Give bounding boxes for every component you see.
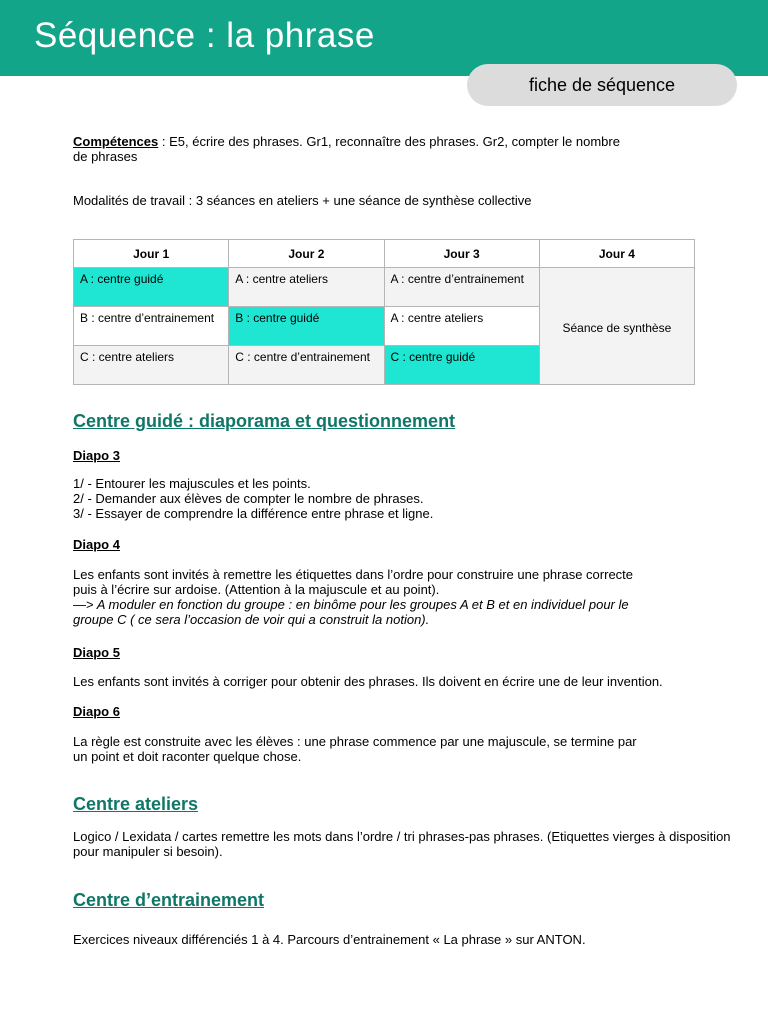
table-row xyxy=(74,268,695,307)
schedule-table xyxy=(73,239,695,385)
table-cell: A : centre guidé xyxy=(74,268,229,307)
ateliers-text xyxy=(73,829,731,859)
list-item: 1/ - Entourer les majuscules et les points. xyxy=(73,476,311,491)
table-cell: C : centre ateliers xyxy=(74,346,229,385)
column-header: Jour 3 xyxy=(384,240,539,268)
diapo-4-line: puis à l’écrire sur ardoise. (Attention à la majuscule et au point). xyxy=(73,582,440,597)
diapo-5-text: Les enfants sont invités à corriger pour obtenir des phrases. Ils doivent en écrire une de leur invention. xyxy=(73,674,663,689)
list-item: 2/ - Demander aux élèves de compter le nombre de phrases. xyxy=(73,491,424,506)
table-cell: A : centre d’entrainement xyxy=(384,268,539,307)
diapo-4-note-text: groupe C ( ce sera l’occasion de voir qui a construit la notion). xyxy=(73,612,430,627)
table-cell: A : centre ateliers xyxy=(384,307,539,346)
ateliers-line: Logico / Lexidata / cartes remettre les mots dans l’ordre / tri phrases-pas phrases. (Etiquettes vierges à disposition xyxy=(73,829,731,844)
diapo-6-line: un point et doit raconter quelque chose. xyxy=(73,749,302,764)
table-cell: C : centre d’entrainement xyxy=(229,346,384,385)
diapo-5-label: Diapo 5 xyxy=(73,645,120,660)
schedule-header-row xyxy=(74,240,695,268)
table-cell: B : centre guidé xyxy=(229,307,384,346)
ateliers-line: pour manipuler si besoin). xyxy=(73,844,223,859)
diapo-4-line: Les enfants sont invités à remettre les étiquettes dans l’ordre pour construire une phrase correcte xyxy=(73,567,634,582)
diapo-4-note-text: A moduler en fonction du groupe : en binôme pour les groupes A et B et en individuel pour le xyxy=(93,597,629,612)
diapo-3-list xyxy=(73,476,433,521)
column-header: Jour 2 xyxy=(229,240,384,268)
centre-entrainement-heading: Centre d’entrainement xyxy=(73,890,265,910)
modalites-text: Modalités de travail : 3 séances en ateliers + une séance de synthèse collective xyxy=(73,193,532,208)
diapo-4-text xyxy=(73,567,633,627)
centre-guide-heading: Centre guidé : diaporama et questionnement xyxy=(73,411,456,431)
diapo-4-note xyxy=(73,597,633,612)
sequence-badge: fiche de séquence xyxy=(467,64,737,106)
competences-text: : E5, écrire des phrases. Gr1, reconnaître des phrases. Gr2, compter le nombre xyxy=(158,134,620,149)
diapo-6-label: Diapo 6 xyxy=(73,704,120,719)
competences-text-continued: de phrases xyxy=(73,149,138,164)
diapo-3-label: Diapo 3 xyxy=(73,448,120,463)
diapo-4-label: Diapo 4 xyxy=(73,537,120,552)
diapo-6-line: La règle est construite avec les élèves : une phrase commence par une majuscule, se termine par xyxy=(73,734,637,749)
diapo-6-text xyxy=(73,734,637,764)
table-cell: A : centre ateliers xyxy=(229,268,384,307)
page-title: Séquence : la phrase xyxy=(34,16,375,55)
entrainement-text: Exercices niveaux différenciés 1 à 4. Parcours d’entrainement « La phrase » sur ANTON. xyxy=(73,932,586,947)
synthese-cell: Séance de synthèse xyxy=(539,268,694,385)
centre-ateliers-heading: Centre ateliers xyxy=(73,794,199,814)
competences-paragraph xyxy=(73,134,620,164)
table-cell: B : centre d’entrainement xyxy=(74,307,229,346)
list-item: 3/ - Essayer de comprendre la différence entre phrase et ligne. xyxy=(73,506,434,521)
arrow-icon: —> xyxy=(73,597,94,612)
column-header: Jour 4 xyxy=(539,240,694,268)
column-header: Jour 1 xyxy=(74,240,229,268)
table-cell: C : centre guidé xyxy=(384,346,539,385)
competences-label: Compétences xyxy=(73,134,159,149)
